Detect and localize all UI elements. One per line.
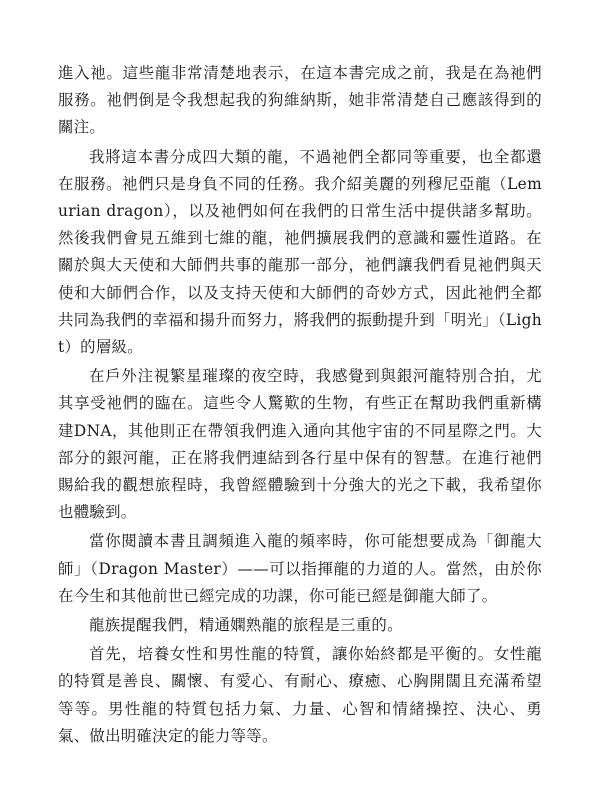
paragraph-4: 當你閱讀本書且調頻進入龍的頻率時，你可能想要成為「御龍大師」（Dragon Master）——可以指揮龍的力道的人。當然，由於你在今生和其他前世已經完成的功課，你可能已經是御龍大師了。 <box>58 532 542 605</box>
paragraph-1: 進入祂。這些龍非常清楚地表示，在這本書完成之前，我是在為祂們服務。祂們倒是令我想起我的狗維納斯，她非常清楚自己應該得到的關注。 <box>58 64 542 137</box>
paragraph-2: 我將這本書分成四大類的龍，不過祂們全都同等重要，也全都還在服務。祂們只是身負不同的任務。我介紹美麗的列穆尼亞龍（Lemurian dragon），以及祂們如何在我們的日常生活中提供諸多幫助。然後我們會見五維到七維的龍，祂們擴展我們的意識和靈性道路。在關於與大天使和大師們共事的龍那一部分，祂們讓我們看見祂們與天使和大師們合作，以及支持天使和大師們的奇妙方式，因此祂們全都共同為我們的幸福和揚升而努力，將我們的振動提升到「明光」（Light）的層級。 <box>58 147 542 357</box>
paragraph-3: 在戶外注視繁星璀璨的夜空時，我感覺到與銀河龍特別合拍，尤其享受祂們的臨在。這些令人驚歎的生物，有些正在幫助我們重新構建DNA，其他則正在帶領我們進入通向其他宇宙的不同星際之門。大部分的銀河龍，正在將我們連結到各行星中保有的智慧。在進行祂們賜給我的觀想旅程時，我曾經體驗到十分強大的光之下載，我希望你也體驗到。 <box>58 367 542 522</box>
paragraph-5: 龍族提醒我們，精通嫻熟龍的旅程是三重的。 <box>89 616 403 635</box>
paragraph-6: 首先，培養女性和男性龍的特質，讓你始終都是平衡的。女性龍的特質是善良、關懷、有愛心、有耐心、療癒、心胸開闊且充滿希望等等。男性龍的特質包括力氣、力量、心智和情緒操控、決心、勇氣、做出明確決定的能力等等。 <box>58 645 542 745</box>
document-page <box>58 60 542 752</box>
